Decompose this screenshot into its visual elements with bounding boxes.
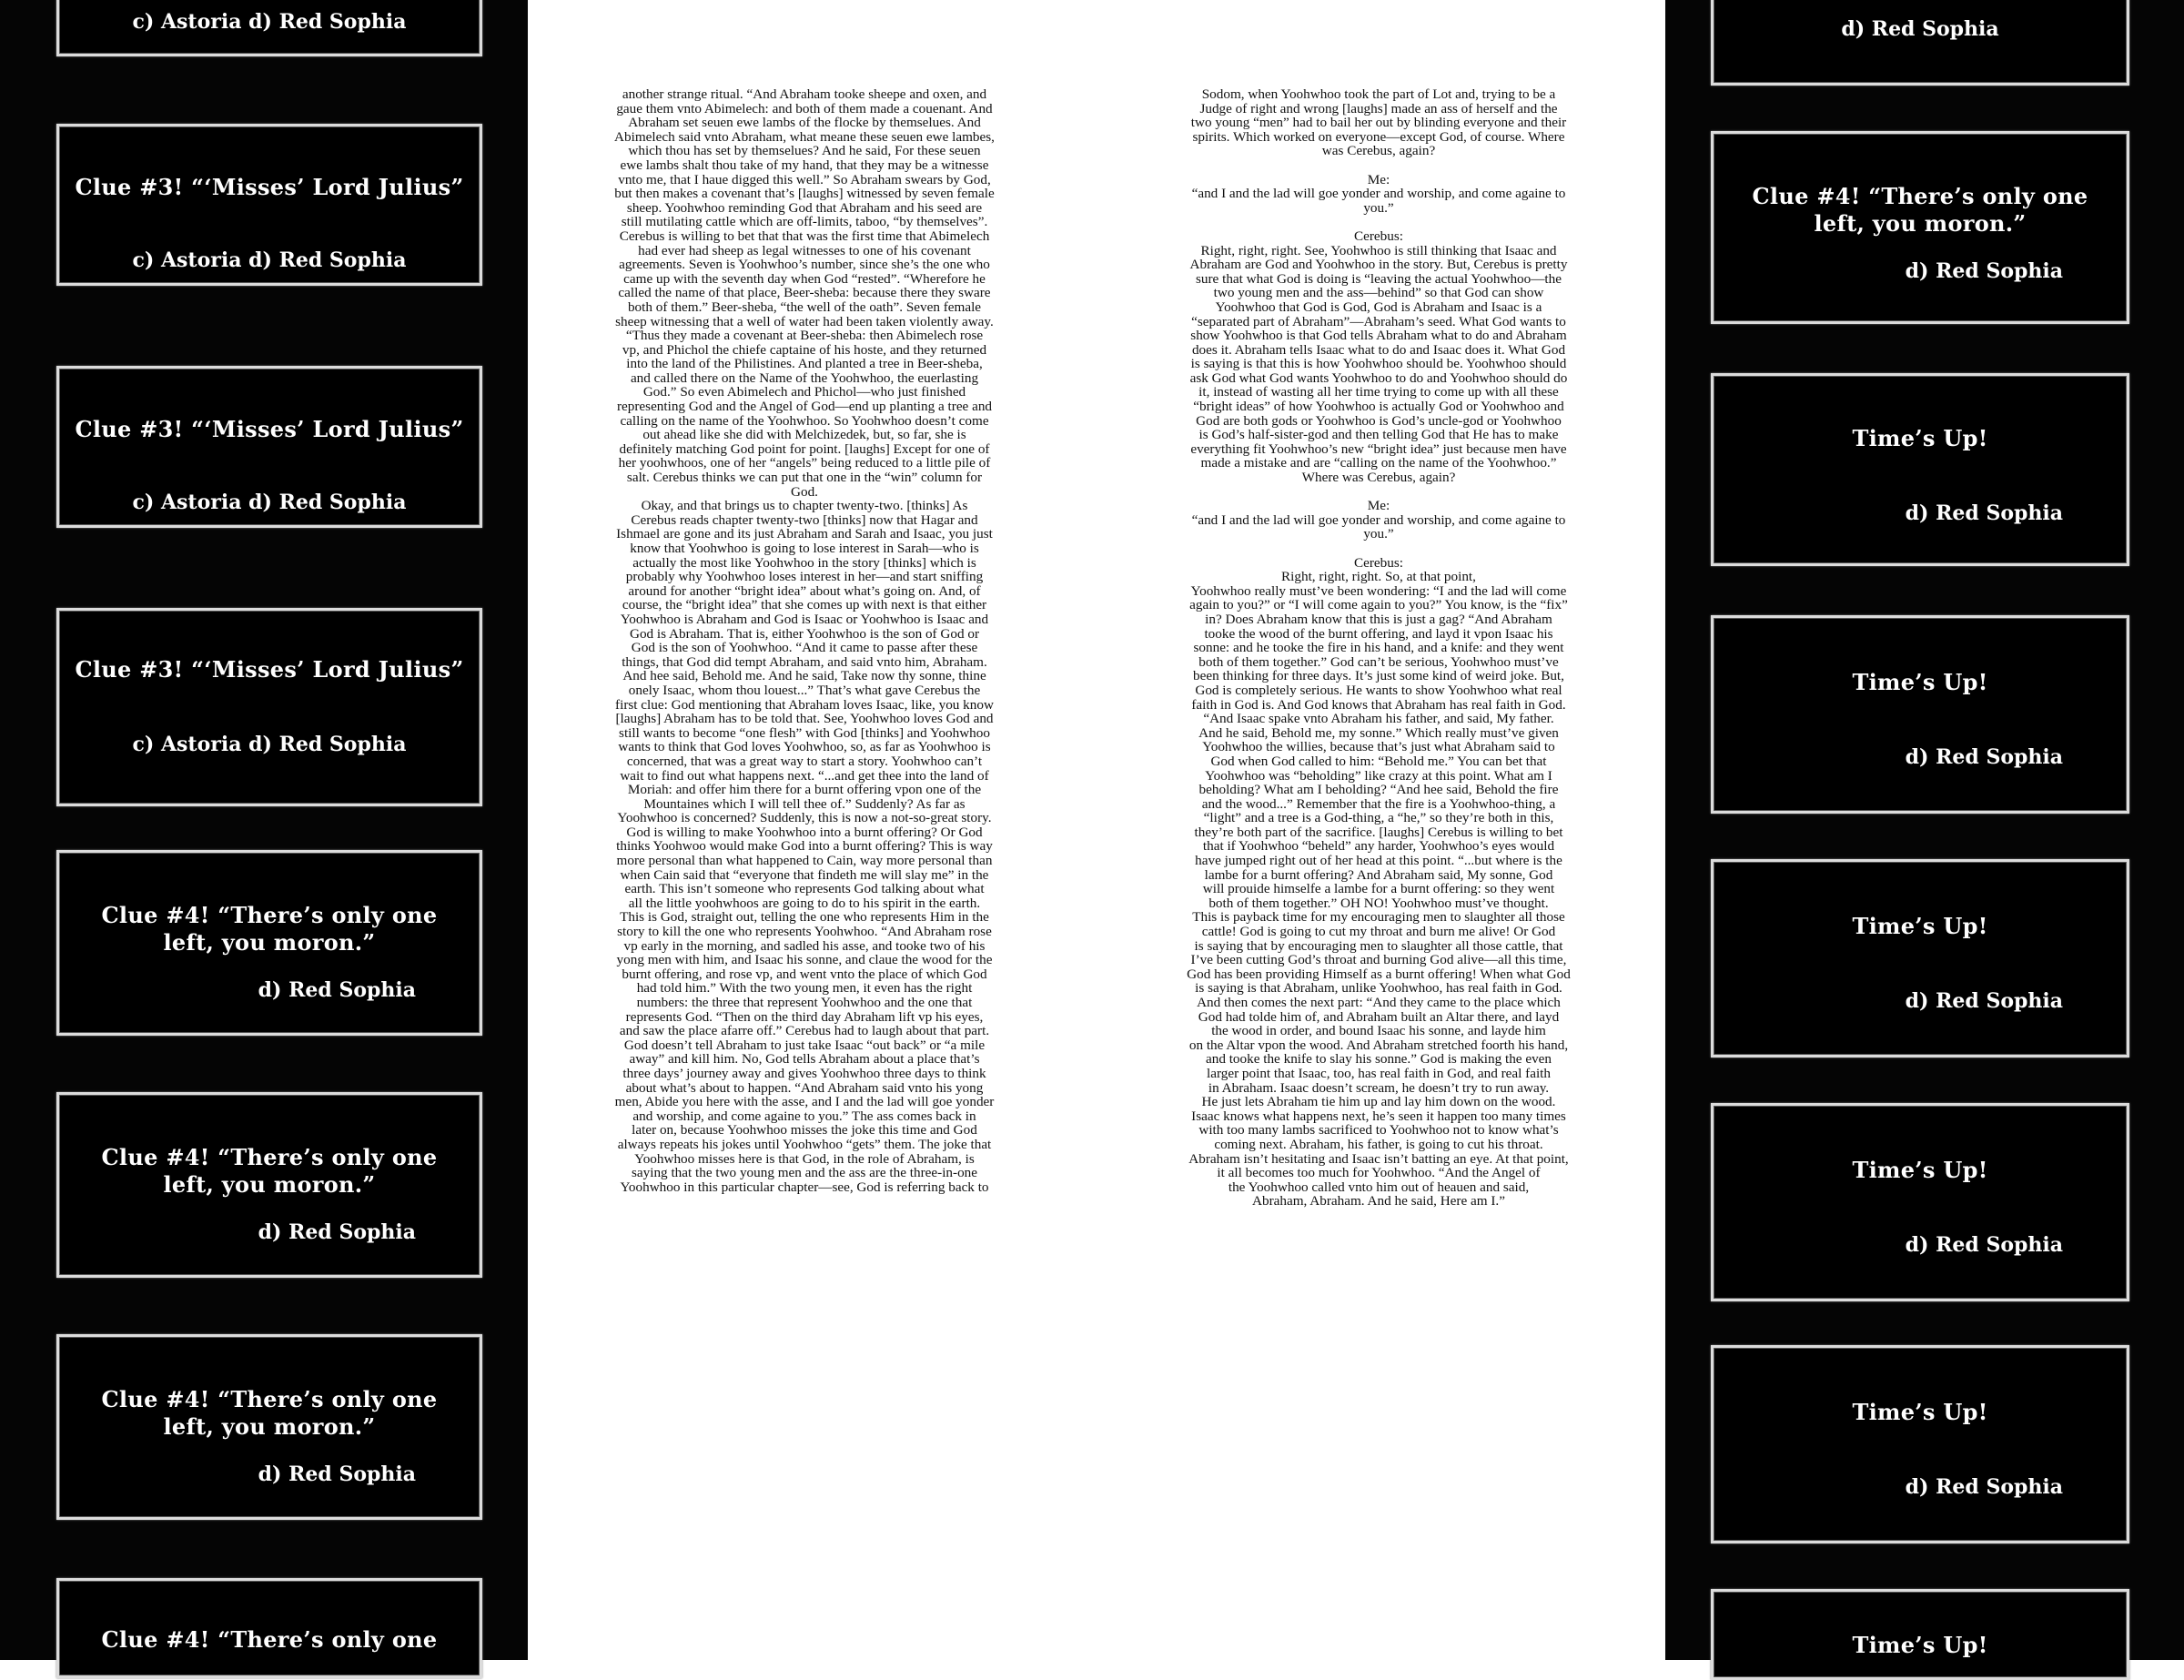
- left-column-text-line: God.” So even Abimelech and Phichol—who just finished: [642, 384, 966, 400]
- right-column-text-line: God has been providing Himself as a burnt offering! When what God: [1187, 966, 1571, 982]
- left-column-text-line: “Thus they made a covenant at Beer-sheba: then Abimelech rose: [625, 328, 984, 344]
- right-column-text-line: it, instead of wasting all her time trying to come up with all these: [1198, 384, 1559, 400]
- right-column-text-line: both of them together.” OH NO! Yoohwhoo must’ve thought.: [1208, 895, 1549, 911]
- right-film-strip: [1665, 0, 2184, 1660]
- left-column-text-line: wants to think that God loves Yoohwhoo, so, as far as Yoohwhoo is: [618, 739, 991, 755]
- left-column-text-line: vp early in the morning, and sadled his asse, and tooke two of his: [623, 937, 986, 954]
- right-column-text-line: Isaac knows what happens next, he’s seen it happen too many times: [1191, 1108, 1566, 1124]
- left-column-text-line: Cerebus reads chapter twenty-two [thinks] now that Hagar and: [631, 511, 978, 528]
- right-column-text-line: “bright ideas” of how Yoohwhoo is actually God or Yoohwhoo and: [1193, 399, 1564, 415]
- right-column-text-line: both of them together.” God can’t be serious, Yoohwhoo must’ve: [1198, 653, 1559, 670]
- left-column-text-line: all the little yoohwhoos are going to do to his spirit in the earth.: [628, 895, 981, 911]
- left-column-text-line: which thou has set by themselues? And he said, For these seuen: [628, 143, 981, 159]
- right-column-text-line: they’re both part of the sacrifice. [laughs] Cerebus is willing to bet: [1194, 824, 1563, 840]
- left-column-text-line: [laughs] Abraham has to be told that. See, Yoohwhoo loves God and: [615, 711, 994, 727]
- right-column-text-line: is saying is that this is how Yoohwhoo should be. Yoohwhoo should: [1190, 356, 1567, 372]
- answer-panel-1: [1711, 0, 2129, 86]
- left-column-text-line: Cerebus is willing to bet that that was the first time that Abimelech: [619, 228, 990, 244]
- panel-title-line-2: left, you moron.”: [163, 929, 376, 956]
- clue-panel-1: [56, 0, 482, 56]
- right-column-text-line: He just lets Abraham tie him up and lay him down on the wood.: [1201, 1094, 1556, 1110]
- left-column-text-line: probably why Yoohwhoo loses interest in her—and start sniffing: [625, 569, 984, 585]
- right-column-text-line: you.”: [1363, 526, 1394, 542]
- right-column-text-line: two young men and the ass—behind” so that God can show: [1213, 285, 1544, 301]
- clue-panel-7: [56, 1334, 482, 1520]
- clue-panel-8: [56, 1578, 482, 1678]
- left-column-text-line: representing God and the Angel of God—end up planting a tree and: [616, 399, 993, 415]
- right-column-text-line: God is completely serious. He wants to show Yoohwhoo what real: [1195, 682, 1562, 698]
- left-column-text-line: story to kill the one who represents Yoohwhoo. “And Abraham rose: [617, 924, 992, 940]
- panel-answers: d) Red Sophia: [1905, 745, 2063, 769]
- left-column-text-line: This is God, straight out, telling the one who represents Him in the: [620, 909, 989, 926]
- right-column-text-line: And then comes the next part: “And they came to the place which: [1197, 995, 1561, 1010]
- right-column-text-line: “And Isaac spake vnto Abraham his father, and said, My father.: [1203, 711, 1554, 727]
- left-column-text-line: when Cain said that “everyone that findeth me will slay me” in the: [620, 866, 989, 883]
- right-column-text-line: and tooke the knife to slay his sonne.” God is making the even: [1205, 1051, 1552, 1068]
- left-column-text-line: first clue: God mentioning that Abraham loves Isaac, like, you know: [615, 696, 994, 713]
- left-column-text-line: came up with the seventh day when God “rested”. “Wherefore he: [623, 270, 986, 287]
- right-column-text-line: spirits. Which worked on everyone—except God, of course. Where: [1192, 128, 1565, 145]
- left-column-text-line: thinks Yoohwoo would make God into a burnt offering? This is way: [616, 838, 993, 855]
- right-column-text-line: Where was Cerebus, again?: [1301, 470, 1456, 486]
- left-column-text-line: definitely matching God point for point. [laughs] Except for one of: [619, 440, 990, 457]
- panel-answers: d) Red Sophia: [1905, 259, 2063, 283]
- left-column-text-line: but then makes a covenant that’s [laughs] witnessed by seven female: [614, 186, 995, 202]
- panel-title-line-1: Clue #4! “There’s only one: [101, 902, 438, 928]
- left-column-text-line: vnto me, that I haue digged this well.” So Abraham swears by God,: [618, 171, 991, 187]
- panel-answers: d) Red Sophia: [1841, 17, 1999, 41]
- left-column-text-line: Yoohwhoo is concerned? Suddenly, this is now a not-so-great story.: [617, 810, 992, 826]
- right-column-text-line: This is payback time for my encouraging men to slaughter all those: [1192, 909, 1565, 926]
- right-column-text-line: Me:: [1367, 498, 1390, 514]
- left-column-text-line: and called there on the Name of the Yoohwhoo, the euerlasting: [630, 369, 979, 386]
- answer-panel-4: [1711, 615, 2129, 814]
- left-column-text-line: and saw the place afarre off.” Cerebus had to laugh about that part.: [619, 1023, 990, 1039]
- right-column-text-line: is saying that by encouraging men to slaughter all those cattle, that: [1194, 937, 1563, 954]
- left-column-text-line: God is willing to make Yoohwhoo into a burnt offering? Or God: [626, 824, 983, 840]
- left-column-text-line: concerned, that was a great way to start a story. Yoohwhoo can’t: [626, 753, 983, 769]
- right-column-text-line: [1138, 215, 1620, 229]
- right-column-text-line: you.”: [1363, 199, 1394, 216]
- left-column-text-line: her yoohwhoos, one of her “angels” being reduced to a little pile of: [618, 455, 991, 471]
- right-column-text-line: been thinking for three days. It’s just some kind of weird joke. But,: [1193, 668, 1564, 684]
- right-column-text-line: sure that what God is doing is “leaving the actual Yoohwhoo—the: [1196, 270, 1562, 287]
- panel-title-line-1: Clue #4! “There’s only one: [101, 1144, 438, 1170]
- left-column-text-line: God is Abraham. That is, either Yoohwhoo is the son of God or: [629, 625, 980, 642]
- left-column-text-line: agreements. Seven is Yoohwhoo’s number, since she’s the one who: [619, 257, 990, 273]
- left-column-text-line: into the land of the Philistines. And planted a tree in Beer-sheba,: [626, 356, 983, 372]
- panel-answers: d) Red Sophia: [1905, 989, 2063, 1013]
- left-column-text-line: wait to find out what happens next. “...and get thee into the land of: [620, 767, 989, 784]
- right-column-text-line: Yoohwhoo that God is God, God is Abraham and Isaac is a: [1215, 299, 1542, 315]
- left-column-text-line: both of them.” Beer-sheba, “the well of the oath”. Seven female: [627, 299, 982, 315]
- panel-title: Clue #3! “‘Misses’ Lord Julius”: [75, 416, 464, 442]
- right-column-text-line: [1138, 485, 1620, 500]
- right-column-text-line: God when God called to him: “Behold me.” You can bet that: [1210, 753, 1547, 769]
- right-column-text-line: Cerebus:: [1354, 554, 1403, 571]
- clue-panel-4: [56, 608, 482, 806]
- left-column-text-line: Abimelech said vnto Abraham, what meane these seuen ewe lambes,: [614, 128, 995, 145]
- right-column-text-line: Sodom, when Yoohwhoo took the part of Lot and, trying to be a: [1201, 86, 1556, 102]
- answer-panel-6: [1711, 1103, 2129, 1301]
- right-column-text-line: Abraham, Abraham. And he said, Here am I.”: [1252, 1193, 1505, 1209]
- panel-answers: d) Red Sophia: [1905, 1233, 2063, 1257]
- right-column-text-line: Abraham are God and Yoohwhoo in the story. But, Cerebus is pretty: [1189, 257, 1568, 273]
- answer-panel-3: [1711, 373, 2129, 566]
- right-column-text-line: sonne: and he tooke the fire in his hand, and a knife: and they went: [1193, 640, 1564, 656]
- right-column-text-line: on the Altar vpon the wood. And Abraham stretched foorth his hand,: [1188, 1037, 1569, 1053]
- answer-panel-2: [1711, 131, 2129, 324]
- panel-title: Time’s Up!: [1852, 913, 1988, 939]
- answer-panel-7: [1711, 1345, 2129, 1543]
- left-column-text-line: Okay, and that brings us to chapter twenty-two. [thinks] As: [641, 498, 968, 514]
- right-column-text-line: is God’s half-sister-god and then telling God that He has to make: [1198, 427, 1559, 443]
- panel-title: Time’s Up!: [1852, 1157, 1988, 1183]
- right-column-text-line: Me:: [1367, 171, 1390, 187]
- left-column-text-line: God.: [791, 483, 818, 500]
- left-column-text-line: earth. This isn’t someone who represents God talking about what: [624, 881, 985, 897]
- right-column-text-line: two young “men” had to bail her out by blinding everyone and their: [1190, 115, 1567, 131]
- left-column-text-line: course, the “bright idea” that she comes up with next is that either: [622, 597, 987, 613]
- right-column-text-line: Yoohwhoo really must’ve been wondering: “I and the lad will come: [1190, 582, 1567, 599]
- left-column-text-line: more personal than what happened to Cain, way more personal than: [616, 853, 993, 869]
- right-column-text-line: everything fit Yoohwhoo’s new “bright idea” just because men have: [1190, 440, 1567, 457]
- right-column-text-line: tooke the wood of the burnt offering, and layd it vpon Isaac his: [1204, 625, 1553, 642]
- left-column-text-line: around for another “bright idea” about what’s going on. And, of: [628, 582, 981, 599]
- text-column-left: [531, 87, 1077, 1194]
- left-column-text-line: still wants to become “one flesh” with God [thinks] and Yoohwhoo: [619, 724, 990, 741]
- right-column-text-line: have jumped right out of her head at this point. “...but where is the: [1195, 853, 1562, 869]
- right-column-text-line: God are both gods or Yoohwhoo is God’s uncle-god or Yoohwhoo: [1196, 412, 1562, 429]
- panel-title: Clue #3! “‘Misses’ Lord Julius”: [75, 174, 464, 200]
- right-column-text-line: show Yoohwhoo is that God tells Abraham what to do and Abraham: [1190, 328, 1567, 344]
- right-column-text-line: the wood in order, and bound Isaac his sonne, and layde him: [1211, 1023, 1546, 1039]
- left-column-text-line: had told him.” With the two young men, it even has the right: [636, 980, 973, 997]
- panel-answers: d) Red Sophia: [1905, 501, 2063, 525]
- panel-title: Time’s Up!: [1852, 425, 1988, 451]
- left-column-text-line: had ever had sheep as legal witnesses to one of his covenant: [638, 242, 971, 258]
- right-column-text-line: will prouide himselfe a lambe for a burnt offering: so they went: [1202, 881, 1555, 897]
- panel-title-line-2: left, you moron.”: [1814, 210, 2027, 237]
- left-column-text-line: God doesn’t tell Abraham to just take Isaac “out back” or “a mile: [623, 1037, 986, 1053]
- left-column-text-line: Ishmael are gone and its just Abraham and Sarah and Isaac, you just: [616, 526, 993, 542]
- left-column-text-line: out ahead like she did with Melchizedek, but, so far, she is: [642, 427, 966, 443]
- right-column-text-line: again to you?” or “I will come again to you?” You know, is the “fix”: [1189, 597, 1568, 613]
- right-column-text-line: coming next. Abraham, his father, is going to cut his throat.: [1214, 1136, 1543, 1152]
- left-column-text-line: called the name of that place, Beer-sheba: because there they sware: [618, 285, 991, 301]
- right-column-text-line: “light” and a tree is a God-thing, a “he,” so they’re both in this,: [1203, 810, 1554, 826]
- text-column-right: [1138, 87, 1620, 1209]
- right-column-text-line: “and I and the lad will goe yonder and worship, and come againe to: [1191, 511, 1566, 528]
- left-column-text-line: gaue them vnto Abimelech: and both of them made a couenant. And: [616, 100, 993, 116]
- left-column-text-line: another strange ritual. “And Abraham tooke sheepe and oxen, and: [622, 86, 987, 102]
- right-column-text-line: with too many lambs sacrificed to Yoohwhoo not to know what’s: [1198, 1122, 1559, 1139]
- left-column-text-line: always repeats his jokes until Yoohwhoo “gets” them. The joke that: [617, 1136, 992, 1152]
- right-column-text-line: [1138, 541, 1620, 556]
- left-column-text-line: Yoohwhoo misses here is that God, in the role of Abraham, is: [634, 1150, 975, 1167]
- left-column-text-line: three days’ journey away and gives Yoohwhoo three days to think: [622, 1065, 986, 1081]
- left-column-text-line: still mutilating cattle which are off-limits, taboo, “by themselves”.: [621, 214, 988, 230]
- right-column-text-line: Yoohwhoo was “beholding” like crazy at this point. What am I: [1205, 767, 1552, 784]
- left-column-text-line: vp, and Phichol the chiefe captaine of his hoste, and they returned: [622, 341, 987, 358]
- left-column-text-line: represents God. “Then on the third day Abraham lift vp his eyes,: [625, 1008, 984, 1025]
- left-column-text-line: yong men with him, and Isaac his sonne, and claue the wood for the: [616, 952, 993, 968]
- left-column-text-line: later on, because Yoohwhoo misses the joke this time and God: [632, 1122, 977, 1139]
- right-column-text-line: the Yoohwhoo called vnto him out of heauen and said,: [1228, 1179, 1530, 1195]
- panel-title: Clue #3! “‘Misses’ Lord Julius”: [75, 656, 464, 683]
- left-column-text-line: saying that the two young men and the ass are the three-in-one: [632, 1165, 977, 1181]
- right-column-text-line: cattle! God is going to cut my throat and burn me alive! Or God: [1201, 924, 1556, 940]
- left-column-text-line: things, that God did tempt Abraham, and said vnto him, Abraham.: [622, 653, 987, 670]
- right-column-text-line: “and I and the lad will goe yonder and worship, and come againe to: [1191, 186, 1566, 202]
- panel-answers: d) Red Sophia: [258, 1462, 416, 1486]
- right-column-text-line: I’ve been cutting God’s throat and burning God alive—all this time,: [1190, 952, 1567, 968]
- right-column-text-line: lambe for a burnt offering? And Abraham said, My sonne, God: [1204, 866, 1553, 883]
- left-film-strip: [0, 0, 528, 1660]
- answer-panel-5: [1711, 859, 2129, 1058]
- right-column-text-line: was Cerebus, again?: [1321, 143, 1436, 159]
- panel-title-line-1: Clue #4! “There’s only one: [101, 1386, 438, 1412]
- right-column-text-line: is saying is that Abraham, unlike Yoohwhoo, has real faith in God.: [1195, 980, 1562, 997]
- right-column-text-line: Judge of right and wrong [laughs] made an ass of herself and the: [1199, 100, 1558, 116]
- right-column-text-line: it all becomes too much for Yoohwhoo. “And the Angel of: [1217, 1165, 1541, 1181]
- panel-title: Time’s Up!: [1852, 1632, 1988, 1658]
- left-column-text-line: calling on the name of the Yoohwhoo. So Yoohwhoo doesn’t come: [620, 412, 989, 429]
- left-column-text-line: Yoohwhoo in this particular chapter—see, God is referring back to: [620, 1179, 989, 1195]
- panel-answers: c) Astoria d) Red Sophia: [132, 491, 407, 514]
- left-column-text-line: salt. Cerebus thinks we can put that one in the “win” column for: [626, 470, 983, 486]
- answer-panel-8: [1711, 1589, 2129, 1680]
- right-column-text-line: beholding? What am I beholding? “And hee said, Behold the fire: [1198, 782, 1559, 798]
- right-column-text-line: Cerebus:: [1354, 228, 1403, 244]
- left-column-text-line: Mountaines which I will tell thee of.” Suddenly? As far as: [643, 795, 966, 812]
- left-column-text-line: away” and kill him. No, God tells Abraham about a place that’s: [629, 1051, 980, 1068]
- panel-title-line-1: Clue #4! “There’s only one: [101, 1626, 438, 1653]
- left-column-text-line: and worship, and come againe to you.” The ass comes back in: [632, 1108, 976, 1124]
- right-column-text-line: ask God what God wants Yoohwhoo to do and Yoohwhoo should do: [1189, 369, 1568, 386]
- clue-panel-6: [56, 1092, 482, 1278]
- left-column-text-line: numbers: the three that represent Yoohwhoo and the one that: [636, 995, 973, 1010]
- right-column-text-line: Right, right, right. So, at that point,: [1281, 569, 1476, 585]
- panel-answers: c) Astoria d) Red Sophia: [132, 248, 407, 272]
- panel-title-line-2: left, you moron.”: [163, 1413, 376, 1440]
- left-column-text-line: God is the son of Yoohwhoo. “And it came to passe after these: [631, 640, 978, 656]
- left-column-text-line: actually the most like Yoohwhoo in the story [thinks] which is: [632, 554, 976, 571]
- clue-panel-3: [56, 366, 482, 528]
- right-column-text-line: Yoohwhoo the willies, because that’s just what Abraham said to: [1202, 739, 1555, 755]
- left-column-text-line: sheep. Yoohwhoo reminding God that Abraham and his seed are: [626, 199, 983, 216]
- right-column-text-line: does it. Abraham tells Isaac what to do and Isaac does it. What God: [1191, 341, 1566, 358]
- panel-answers: c) Astoria d) Red Sophia: [132, 733, 407, 756]
- panel-title-line-2: left, you moron.”: [163, 1171, 376, 1198]
- panel-answers: d) Red Sophia: [1905, 1475, 2063, 1499]
- right-column-text-line: in Abraham. Isaac doesn’t scream, he doesn’t try to run away.: [1208, 1079, 1550, 1096]
- right-column-text-line: and the wood...” Remember that the fire is a Yoohwhoo-thing, a: [1201, 795, 1556, 812]
- right-column-text-line: Abraham isn’t hesitating and Isaac isn’t batting an eye. At that point,: [1188, 1150, 1569, 1167]
- left-column-text-line: onely Isaac, whom thou louest...” That’s what gave Cerebus the: [628, 682, 981, 698]
- right-column-text-line: made a mistake and are “calling on the name of the Yoohwhoo.”: [1200, 455, 1557, 471]
- left-column-text-line: Moriah: and offer him there for a burnt offering vpon one of the: [627, 782, 982, 798]
- panel-answers: d) Red Sophia: [258, 978, 416, 1002]
- panel-title: Time’s Up!: [1852, 1399, 1988, 1425]
- clue-panel-2: [56, 124, 482, 286]
- right-column-text-line: that if Yoohwhoo “beheld” any harder, Yoohwhoo’s eyes would: [1202, 838, 1555, 855]
- right-column-text-line: faith in God is. And God knows that Abraham has real faith in God.: [1191, 696, 1566, 713]
- right-column-text-line: [1138, 158, 1620, 173]
- clue-panel-5: [56, 850, 482, 1036]
- left-column-text-line: about what’s about to happen. “And Abraham said vnto his yong: [625, 1079, 984, 1096]
- left-column-text-line: Yoohwhoo is Abraham and God is Isaac or Yoohwhoo is Isaac and: [620, 611, 989, 627]
- panel-title: Time’s Up!: [1852, 669, 1988, 695]
- panel-answers: c) Astoria d) Red Sophia: [132, 10, 407, 34]
- right-column-text-line: God had tolde him of, and Abraham built an Altar there, and layd: [1198, 1008, 1560, 1025]
- right-column-text-line: larger point that Isaac, too, has real faith in God, and real faith: [1206, 1065, 1551, 1081]
- left-column-text-line: Abraham set seuen ewe lambs of the flocke by themselues. And: [628, 115, 981, 131]
- left-column-text-line: ewe lambs shalt thou take of my hand, that they may be a witnesse: [620, 157, 989, 173]
- left-column-text-line: men, Abide you here with the asse, and I and the lad will goe yonder: [614, 1094, 995, 1110]
- right-column-text-line: “separated part of Abraham”—Abraham’s seed. What God wants to: [1191, 313, 1566, 329]
- right-column-text-line: And he said, Behold me, my sonne.” Which really must’ve given: [1198, 724, 1559, 741]
- panel-title-line-1: Clue #4! “There’s only one: [1752, 183, 2088, 209]
- right-column-text-line: in? Does Abraham know that this is just a gag? “And Abraham: [1205, 611, 1552, 627]
- right-column-text-line: Right, right, right. See, Yoohwhoo is still thinking that Isaac and: [1200, 242, 1557, 258]
- left-column-text-line: sheep witnessing that a well of water had been taken violently away.: [615, 313, 994, 329]
- left-column-text-line: And hee said, Behold me. And he said, Take now thy sonne, thine: [622, 668, 986, 684]
- panel-answers: d) Red Sophia: [258, 1220, 416, 1244]
- left-column-text-line: burnt offering, and rose vp, and went vnto the place of which God: [622, 966, 987, 982]
- left-column-text-line: know that Yoohwhoo is going to lose interest in Sarah—who is: [630, 541, 979, 556]
